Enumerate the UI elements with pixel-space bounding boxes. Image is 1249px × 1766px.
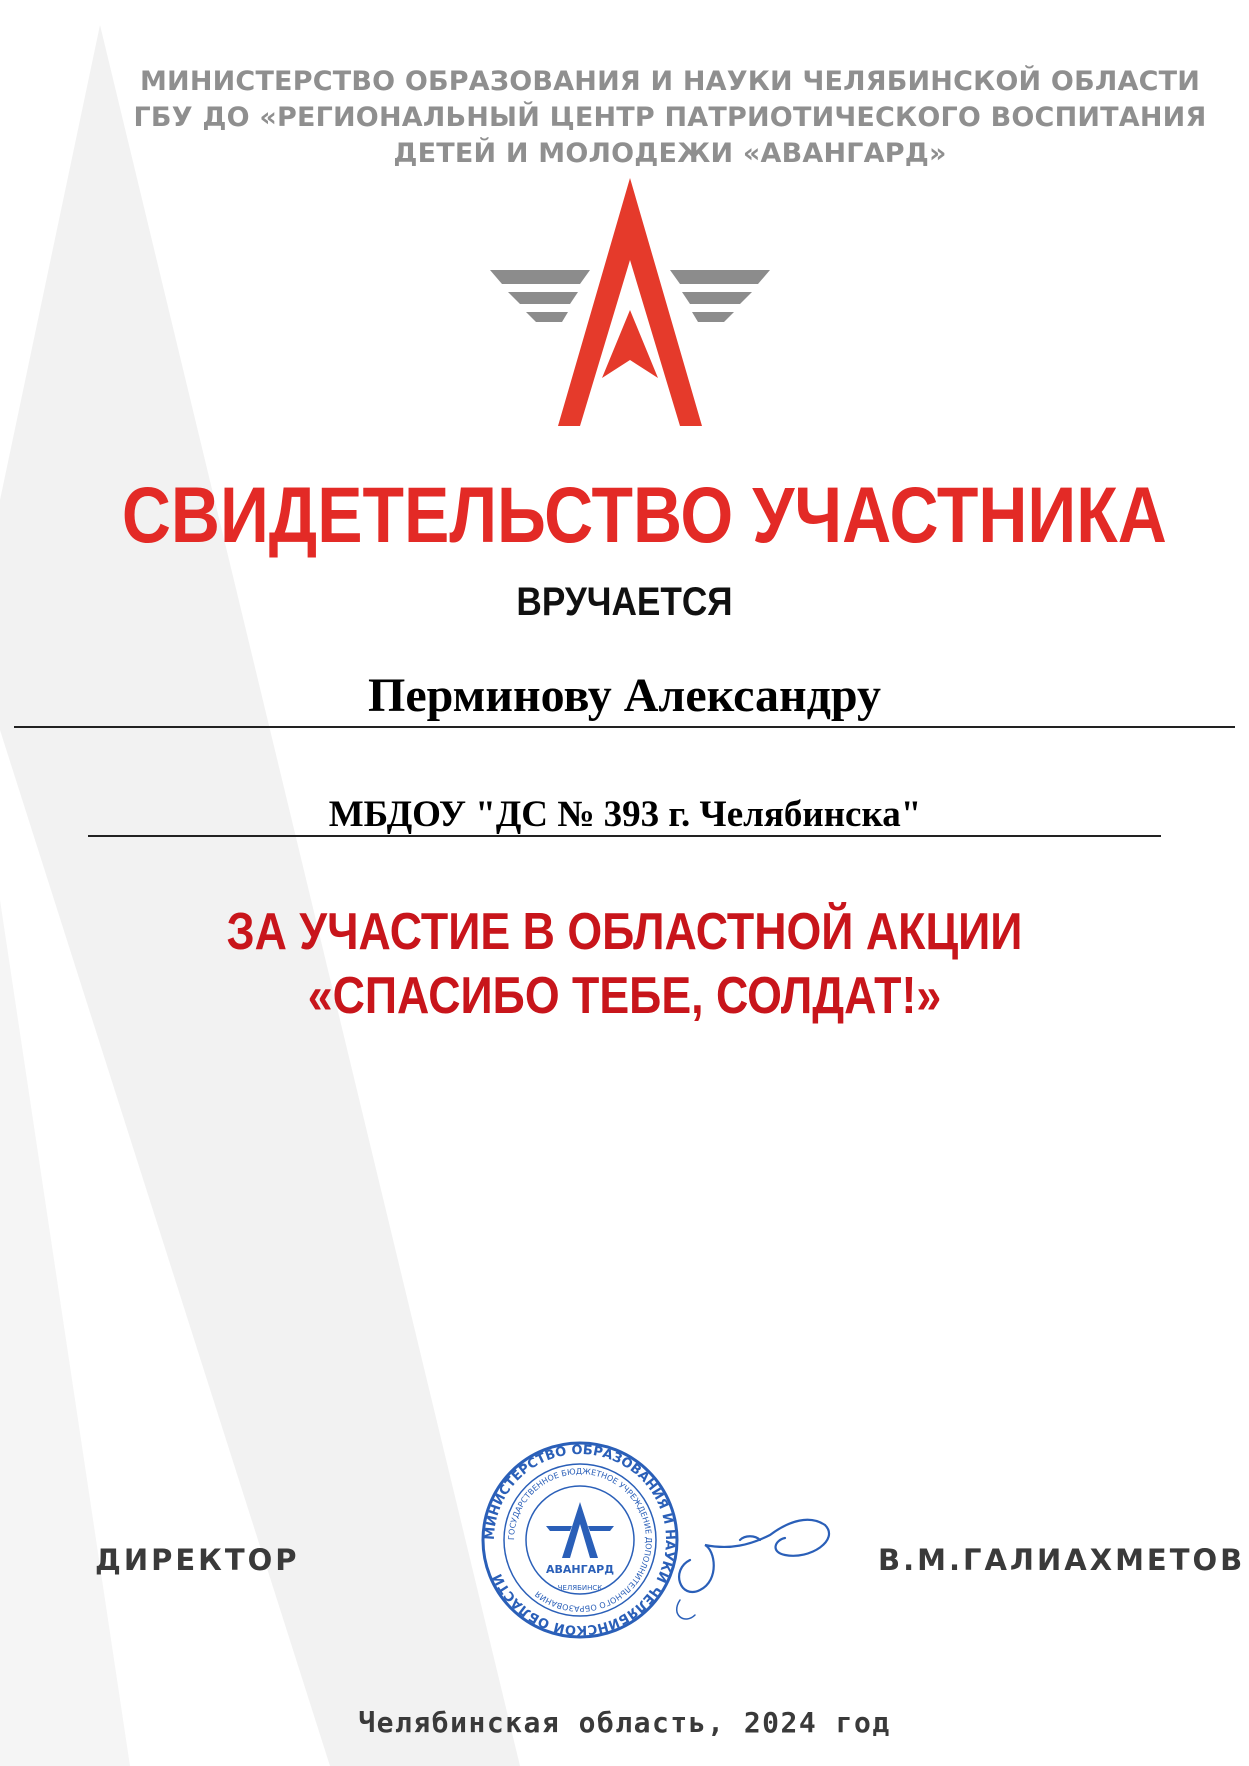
stamp-center-label: АВАНГАРД [546, 1563, 614, 1576]
signatory-role: ДИРЕКТОР [95, 1543, 300, 1577]
certificate-title: СВИДЕТЕЛЬСТВО УЧАСТНИКА [121, 470, 1167, 559]
recipient-organization: МБДОУ "ДС № 393 г. Челябинска" [328, 794, 922, 835]
issuer-header [130, 64, 1210, 172]
stamp-outer-text: МИНИСТЕРСТВО ОБРАЗОВАНИЯ И НАУКИ ЧЕЛЯБИНСКОЙ ОБЛАСТИ [482, 1442, 678, 1638]
award-reason [87, 900, 1161, 1028]
awarded-label: ВРУЧАЕТСЯ [516, 580, 733, 624]
stamp-inner-text: ГОСУДАРСТВЕННОЕ БЮДЖЕТНОЕ УЧРЕЖДЕНИЕ ДОПОЛНИТЕЛЬНОГО ОБРАЗОВАНИЯ [506, 1466, 654, 1614]
award-reason-line1: ЗА УЧАСТИЕ В ОБЛАСТНОЙ АКЦИИ [226, 903, 1023, 961]
footer-place-year: Челябинская область, 2024 год [358, 1706, 891, 1739]
name-underline [14, 726, 1235, 728]
issuer-line-avangard: ДЕТЕЙ И МОЛОДЕЖИ «АВАНГАРД» [393, 138, 947, 169]
recipient-name: Перминову Александру [368, 669, 881, 722]
director-signature [660, 1490, 860, 1650]
stamp-city: ЧЕЛЯБИНСК [557, 1584, 603, 1592]
organization-underline [88, 835, 1161, 837]
official-seal-stamp [480, 1440, 680, 1640]
avangard-logo-icon [490, 170, 770, 430]
issuer-line-center: ГБУ ДО «РЕГИОНАЛЬНЫЙ ЦЕНТР ПАТРИОТИЧЕСКОГО ВОСПИТАНИЯ [133, 102, 1207, 133]
award-reason-line2: «СПАСИБО ТЕБЕ, СОЛДАТ!» [307, 967, 942, 1025]
signatory-name: В.М.ГАЛИАХМЕТОВ [878, 1543, 1246, 1577]
issuer-line-ministry: МИНИСТЕРСТВО ОБРАЗОВАНИЯ И НАУКИ ЧЕЛЯБИНСКОЙ ОБЛАСТИ [139, 66, 1201, 97]
